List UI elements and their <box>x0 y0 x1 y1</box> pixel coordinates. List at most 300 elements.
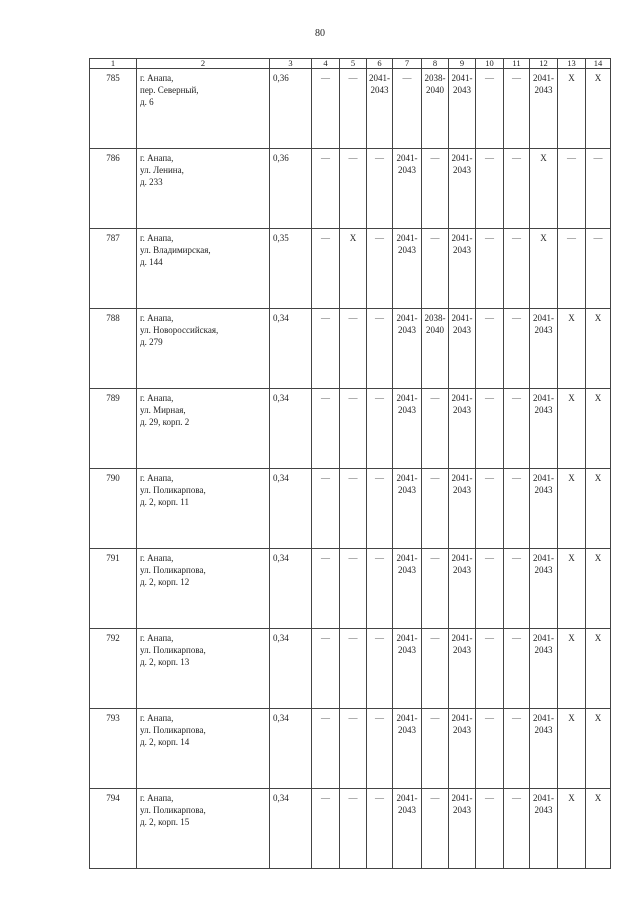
cell-value: — <box>321 393 330 403</box>
address-line: ул. Владимирская, <box>140 245 211 255</box>
value-cell-col-5 <box>340 789 367 869</box>
row-number-cell: 794 <box>90 789 137 869</box>
value-cell-col-12 <box>530 629 558 709</box>
cell-value: — <box>375 793 384 803</box>
table-row <box>90 389 611 469</box>
value-cell-col-9 <box>449 149 476 229</box>
cell-value: 2041- <box>396 153 418 163</box>
value-cell-col-9 <box>449 389 476 469</box>
address-line: г. Анапа, <box>140 473 174 483</box>
value-cell-col-11 <box>504 389 530 469</box>
cell-value: — <box>485 553 494 563</box>
cell-value: 2043 <box>398 485 416 495</box>
area-cell: 0,34 <box>270 789 312 869</box>
area-cell: 0,36 <box>270 149 312 229</box>
cell-value: — <box>512 233 521 243</box>
cell-value: — <box>430 793 440 803</box>
address-line: г. Анапа, <box>140 313 174 323</box>
address-line: д. 2, корп. 11 <box>140 497 189 507</box>
cell-value: 2041- <box>451 153 473 163</box>
address-line: ул. Поликарпова, <box>140 805 206 815</box>
value-cell-col-11 <box>504 629 530 709</box>
value-cell-col-8 <box>422 229 449 309</box>
value-cell-col-14 <box>586 709 611 789</box>
address-line: г. Анапа, <box>140 73 174 83</box>
value-cell-col-8 <box>422 629 449 709</box>
cell-value: — <box>321 553 330 563</box>
cell-value: 2041- <box>396 793 418 803</box>
address-line: д. 144 <box>140 257 163 267</box>
value-cell-col-12 <box>530 549 558 629</box>
value-cell-col-13 <box>558 629 586 709</box>
cell-value: — <box>593 233 603 243</box>
cell-value: 2043 <box>370 85 389 95</box>
cell-value: — <box>430 713 440 723</box>
value-cell-col-8 <box>422 709 449 789</box>
cell-value: 2038- <box>424 313 446 323</box>
value-cell-col-9 <box>449 469 476 549</box>
cell-value: 2041- <box>533 473 554 483</box>
value-cell-col-11 <box>504 309 530 389</box>
cell-value: 2043 <box>453 725 471 735</box>
cell-value: 2041- <box>396 473 418 483</box>
cell-value: — <box>430 553 440 563</box>
cell-value: — <box>485 793 494 803</box>
value-cell-col-14 <box>586 469 611 549</box>
value-cell-col-9 <box>449 69 476 149</box>
column-header-1: 1 <box>90 59 137 69</box>
value-cell-col-7 <box>393 629 422 709</box>
cell-value: — <box>348 313 358 323</box>
value-cell-col-10 <box>476 389 504 469</box>
column-header-5: 5 <box>340 59 367 69</box>
value-cell-col-10 <box>476 229 504 309</box>
cell-value: 2043 <box>534 85 553 95</box>
cell-value: — <box>430 473 440 483</box>
row-number-cell: 792 <box>90 629 137 709</box>
cell-value: — <box>567 233 576 243</box>
cell-value: — <box>321 313 330 323</box>
cell-value: X <box>594 553 602 563</box>
value-cell-col-9 <box>449 549 476 629</box>
cell-value: X <box>568 633 575 643</box>
cell-value: 2041- <box>451 553 473 563</box>
column-header-6: 6 <box>367 59 393 69</box>
cell-value: — <box>512 393 521 403</box>
value-cell-col-14 <box>586 229 611 309</box>
value-cell-col-13 <box>558 389 586 469</box>
cell-value: — <box>512 73 521 83</box>
column-header-12: 12 <box>530 59 558 69</box>
cell-value: — <box>485 73 494 83</box>
value-cell-col-5 <box>340 629 367 709</box>
value-cell-col-5 <box>340 309 367 389</box>
value-cell-col-6 <box>367 789 393 869</box>
cell-value: — <box>512 313 521 323</box>
row-number-cell: 787 <box>90 229 137 309</box>
cell-value: 2041- <box>451 793 473 803</box>
cell-value: 2043 <box>398 565 416 575</box>
cell-value: — <box>321 793 330 803</box>
cell-value: — <box>485 713 494 723</box>
cell-value: 2041- <box>533 393 554 403</box>
cell-value: — <box>375 313 384 323</box>
value-cell-col-11 <box>504 709 530 789</box>
address-line: д. 2, корп. 13 <box>140 657 190 667</box>
column-header-11: 11 <box>504 59 530 69</box>
cell-value: 2041- <box>451 633 473 643</box>
value-cell-col-13 <box>558 709 586 789</box>
value-cell-col-7 <box>393 389 422 469</box>
address-line: г. Анапа, <box>140 393 174 403</box>
address-cell <box>137 709 270 789</box>
cell-value: 2041- <box>533 713 554 723</box>
address-line: ул. Новороссийская, <box>140 325 219 335</box>
cell-value: — <box>321 713 330 723</box>
table-row <box>90 469 611 549</box>
value-cell-col-5 <box>340 149 367 229</box>
value-cell-col-10 <box>476 69 504 149</box>
address-line: д. 233 <box>140 177 163 187</box>
cell-value: 2041- <box>396 233 418 243</box>
value-cell-col-14 <box>586 629 611 709</box>
cell-value: 2043 <box>398 245 416 255</box>
cell-value: — <box>485 473 494 483</box>
value-cell-col-14 <box>586 69 611 149</box>
cell-value: X <box>594 73 602 83</box>
cell-value: — <box>348 73 358 83</box>
value-cell-col-7 <box>393 709 422 789</box>
value-cell-col-8 <box>422 789 449 869</box>
cell-value: — <box>430 233 440 243</box>
cell-value: X <box>594 393 602 403</box>
cell-value: 2043 <box>534 485 553 495</box>
value-cell-col-7 <box>393 469 422 549</box>
cell-value: — <box>485 153 494 163</box>
cell-value: — <box>321 153 330 163</box>
cell-value: — <box>485 633 494 643</box>
cell-value: 2043 <box>398 805 416 815</box>
address-line: ул. Мирная, <box>140 405 186 415</box>
address-cell <box>137 69 270 149</box>
value-cell-col-14 <box>586 789 611 869</box>
value-cell-col-13 <box>558 549 586 629</box>
cell-value: X <box>594 713 602 723</box>
column-header-9: 9 <box>449 59 476 69</box>
cell-value: 2041- <box>369 73 390 83</box>
value-cell-col-11 <box>504 149 530 229</box>
cell-value: — <box>321 233 330 243</box>
cell-value: X <box>568 713 575 723</box>
value-cell-col-5 <box>340 389 367 469</box>
column-header-4: 4 <box>312 59 340 69</box>
area-cell: 0,34 <box>270 469 312 549</box>
value-cell-col-4 <box>312 149 340 229</box>
value-cell-col-12 <box>530 709 558 789</box>
cell-value: — <box>348 553 358 563</box>
area-cell: 0,35 <box>270 229 312 309</box>
value-cell-col-10 <box>476 629 504 709</box>
address-line: г. Анапа, <box>140 233 174 243</box>
cell-value: 2043 <box>453 325 471 335</box>
value-cell-col-13 <box>558 229 586 309</box>
cell-value: — <box>512 713 521 723</box>
cell-value: — <box>567 153 576 163</box>
value-cell-col-12 <box>530 69 558 149</box>
value-cell-col-4 <box>312 309 340 389</box>
row-number-cell: 793 <box>90 709 137 789</box>
cell-value: — <box>375 713 384 723</box>
address-line: пер. Северный, <box>140 85 199 95</box>
cell-value: — <box>375 633 384 643</box>
table-row <box>90 709 611 789</box>
address-line: д. 279 <box>140 337 163 347</box>
row-number-cell: 790 <box>90 469 137 549</box>
column-header-2: 2 <box>137 59 270 69</box>
cell-value: 2041- <box>451 73 473 83</box>
address-line: г. Анапа, <box>140 553 174 563</box>
cell-value: X <box>540 233 547 243</box>
row-number-cell: 791 <box>90 549 137 629</box>
cell-value: 2043 <box>534 805 553 815</box>
cell-value: — <box>402 73 412 83</box>
cell-value: — <box>512 793 521 803</box>
value-cell-col-7 <box>393 549 422 629</box>
value-cell-col-6 <box>367 69 393 149</box>
cell-value: 2041- <box>396 713 418 723</box>
table-row <box>90 549 611 629</box>
cell-value: — <box>321 73 330 83</box>
value-cell-col-11 <box>504 549 530 629</box>
cell-value: 2041- <box>451 473 473 483</box>
cell-value: 2041- <box>451 313 473 323</box>
cell-value: 2040 <box>426 85 444 95</box>
address-line: д. 2, корп. 12 <box>140 577 190 587</box>
address-line: ул. Поликарпова, <box>140 485 206 495</box>
value-cell-col-11 <box>504 789 530 869</box>
table-row <box>90 69 611 149</box>
value-cell-col-4 <box>312 709 340 789</box>
address-line: ул. Ленина, <box>140 165 184 175</box>
value-cell-col-6 <box>367 709 393 789</box>
value-cell-col-10 <box>476 549 504 629</box>
cell-value: — <box>348 633 358 643</box>
address-line: д. 29, корп. 2 <box>140 417 190 427</box>
value-cell-col-10 <box>476 469 504 549</box>
value-cell-col-14 <box>586 309 611 389</box>
value-cell-col-14 <box>586 149 611 229</box>
value-cell-col-6 <box>367 549 393 629</box>
value-cell-col-8 <box>422 309 449 389</box>
cell-value: — <box>485 313 494 323</box>
value-cell-col-13 <box>558 309 586 389</box>
value-cell-col-4 <box>312 69 340 149</box>
value-cell-col-12 <box>530 389 558 469</box>
cell-value: 2043 <box>453 405 471 415</box>
cell-value: 2041- <box>451 393 473 403</box>
cell-value: 2043 <box>398 725 416 735</box>
address-cell <box>137 469 270 549</box>
area-cell: 0,34 <box>270 309 312 389</box>
value-cell-col-10 <box>476 709 504 789</box>
cell-value: X <box>594 473 602 483</box>
cell-value: — <box>348 393 358 403</box>
value-cell-col-8 <box>422 549 449 629</box>
table-row <box>90 149 611 229</box>
cell-value: 2041- <box>533 633 554 643</box>
cell-value: 2041- <box>451 713 473 723</box>
cell-value: X <box>568 473 575 483</box>
address-line: д. 6 <box>140 97 154 107</box>
cell-value: — <box>348 473 358 483</box>
value-cell-col-5 <box>340 69 367 149</box>
value-cell-col-4 <box>312 629 340 709</box>
cell-value: 2043 <box>534 645 553 655</box>
value-cell-col-4 <box>312 789 340 869</box>
cell-value: 2043 <box>534 725 553 735</box>
row-number-cell: 785 <box>90 69 137 149</box>
row-number-cell: 788 <box>90 309 137 389</box>
cell-value: — <box>512 473 521 483</box>
cell-value: 2041- <box>396 633 418 643</box>
value-cell-col-6 <box>367 149 393 229</box>
cell-value: — <box>321 633 330 643</box>
cell-value: 2043 <box>453 485 471 495</box>
cell-value: 2043 <box>453 565 471 575</box>
value-cell-col-6 <box>367 629 393 709</box>
cell-value: — <box>375 473 384 483</box>
address-line: г. Анапа, <box>140 713 174 723</box>
value-cell-col-10 <box>476 149 504 229</box>
value-cell-col-11 <box>504 469 530 549</box>
area-cell: 0,36 <box>270 69 312 149</box>
cell-value: — <box>593 153 603 163</box>
value-cell-col-12 <box>530 229 558 309</box>
value-cell-col-13 <box>558 69 586 149</box>
value-cell-col-9 <box>449 709 476 789</box>
cell-value: 2043 <box>534 405 553 415</box>
value-cell-col-8 <box>422 469 449 549</box>
cell-value: — <box>375 153 384 163</box>
cell-value: X <box>594 793 602 803</box>
value-cell-col-10 <box>476 309 504 389</box>
column-header-7: 7 <box>393 59 422 69</box>
address-cell <box>137 149 270 229</box>
value-cell-col-4 <box>312 549 340 629</box>
value-cell-col-12 <box>530 149 558 229</box>
value-cell-col-5 <box>340 549 367 629</box>
value-cell-col-7 <box>393 69 422 149</box>
address-line: ул. Поликарпова, <box>140 645 206 655</box>
value-cell-col-8 <box>422 69 449 149</box>
table-row <box>90 629 611 709</box>
value-cell-col-6 <box>367 309 393 389</box>
value-cell-col-5 <box>340 469 367 549</box>
value-cell-col-6 <box>367 469 393 549</box>
value-cell-col-7 <box>393 789 422 869</box>
housing-register-table <box>89 58 611 869</box>
value-cell-col-6 <box>367 229 393 309</box>
row-number-cell: 786 <box>90 149 137 229</box>
table-row <box>90 309 611 389</box>
address-cell <box>137 549 270 629</box>
value-cell-col-9 <box>449 229 476 309</box>
area-cell: 0,34 <box>270 629 312 709</box>
row-number-cell: 789 <box>90 389 137 469</box>
cell-value: 2043 <box>453 645 471 655</box>
cell-value: — <box>485 393 494 403</box>
cell-value: X <box>568 313 575 323</box>
cell-value: 2041- <box>533 73 554 83</box>
cell-value: X <box>349 233 357 243</box>
cell-value: 2041- <box>533 553 554 563</box>
area-cell: 0,34 <box>270 389 312 469</box>
cell-value: 2043 <box>398 325 416 335</box>
address-cell <box>137 309 270 389</box>
cell-value: 2041- <box>451 233 473 243</box>
cell-value: 2043 <box>534 565 553 575</box>
value-cell-col-7 <box>393 229 422 309</box>
cell-value: — <box>430 393 440 403</box>
value-cell-col-4 <box>312 389 340 469</box>
cell-value: 2041- <box>396 553 418 563</box>
value-cell-col-4 <box>312 229 340 309</box>
cell-value: — <box>512 153 521 163</box>
value-cell-col-12 <box>530 469 558 549</box>
area-cell: 0,34 <box>270 549 312 629</box>
address-line: г. Анапа, <box>140 793 174 803</box>
header-row <box>90 59 611 69</box>
page-number: 80 <box>315 28 325 39</box>
value-cell-col-5 <box>340 229 367 309</box>
value-cell-col-13 <box>558 789 586 869</box>
cell-value: — <box>348 153 358 163</box>
cell-value: 2041- <box>396 393 418 403</box>
value-cell-col-14 <box>586 549 611 629</box>
cell-value: 2041- <box>533 313 554 323</box>
cell-value: 2040 <box>426 325 444 335</box>
address-line: д. 2, корп. 14 <box>140 737 190 747</box>
value-cell-col-12 <box>530 789 558 869</box>
table-row <box>90 229 611 309</box>
value-cell-col-9 <box>449 629 476 709</box>
value-cell-col-11 <box>504 69 530 149</box>
value-cell-col-9 <box>449 309 476 389</box>
cell-value: 2038- <box>424 73 446 83</box>
cell-value: — <box>348 713 358 723</box>
value-cell-col-7 <box>393 149 422 229</box>
cell-value: X <box>568 793 575 803</box>
cell-value: — <box>485 233 494 243</box>
address-line: ул. Поликарпова, <box>140 725 206 735</box>
cell-value: 2041- <box>396 313 418 323</box>
value-cell-col-4 <box>312 469 340 549</box>
value-cell-col-11 <box>504 229 530 309</box>
cell-value: — <box>512 633 521 643</box>
table-row <box>90 789 611 869</box>
cell-value: — <box>375 233 384 243</box>
cell-value: — <box>375 393 384 403</box>
address-cell <box>137 629 270 709</box>
address-line: ул. Поликарпова, <box>140 565 206 575</box>
value-cell-col-13 <box>558 149 586 229</box>
column-header-10: 10 <box>476 59 504 69</box>
address-cell <box>137 229 270 309</box>
address-line: д. 2, корп. 15 <box>140 817 190 827</box>
cell-value: 2043 <box>453 165 471 175</box>
address-line: г. Анапа, <box>140 633 174 643</box>
value-cell-col-5 <box>340 709 367 789</box>
